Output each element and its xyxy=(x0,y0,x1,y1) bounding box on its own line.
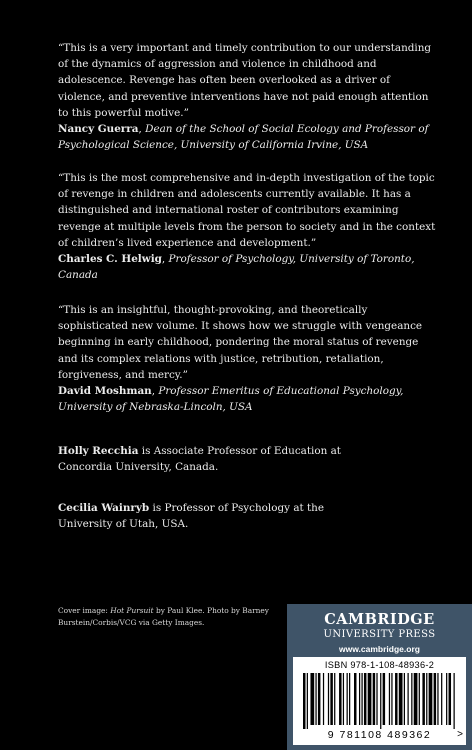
barcode-bar xyxy=(449,673,451,725)
blurb-author-name: Charles C. Helwig xyxy=(58,253,162,266)
barcode-bar xyxy=(318,673,320,725)
barcode-arrow: > xyxy=(457,729,463,740)
bio-name: Cecilia Wainryb xyxy=(58,502,150,514)
barcode-bar xyxy=(395,673,397,725)
barcode-bar xyxy=(376,673,377,725)
barcode-bar xyxy=(359,673,360,725)
barcode-bar xyxy=(404,673,405,725)
barcode-bar xyxy=(411,673,412,725)
blurb-attribution: Nancy Guerra, Dean of the School of Social Ecology and Professor of Psychological Science, University of California Irvine, USA xyxy=(58,123,429,152)
blurb-helwig xyxy=(58,170,438,283)
bio-name: Holly Recchia xyxy=(58,445,139,457)
blurb-quote: “This is the most comprehensive and in-depth investigation of the topic of revenge in children and adolescents currently available. It has a distinguished and international roster of contributors examining revenge at multiple levels from the person to society and in the context of children’s lived experience and development.” xyxy=(58,172,436,249)
isbn-label: ISBN 978-1-108-48936-2 xyxy=(324,660,435,670)
bio-wainryb xyxy=(58,500,358,532)
barcode-bar xyxy=(414,673,418,725)
bio-text: is Associate Professor of Education at Concordia University, Canada. xyxy=(58,445,341,474)
barcode-bar xyxy=(373,673,375,725)
barcode-bar xyxy=(391,673,392,725)
credit-suffix: by Paul Klee. Photo by Barney Burstein/Corbis/VCG via Getty Images. xyxy=(58,606,269,627)
barcode-bar xyxy=(347,673,348,725)
barcode-bar xyxy=(343,673,344,725)
blurb-author-name: David Moshman xyxy=(58,385,152,398)
blurb-moshman xyxy=(58,302,438,415)
barcode-bar xyxy=(399,673,403,725)
barcode-bar xyxy=(437,673,438,725)
blurb-author-title: Professor Emeritus of Educational Psychology, University of Nebraska-Lincoln, USA xyxy=(58,385,404,414)
barcode-bars xyxy=(303,673,456,729)
barcode-bar xyxy=(389,673,390,725)
blurb-author-name: Nancy Guerra xyxy=(58,123,139,136)
barcode-bar xyxy=(334,673,335,725)
barcode-bar xyxy=(364,673,366,725)
publisher-name: CAMBRIDGE xyxy=(324,611,435,628)
barcode-bar xyxy=(323,673,324,725)
barcode-bar xyxy=(434,673,436,725)
publisher-url: www.cambridge.org xyxy=(339,644,420,654)
blurb-quote: “This is an insightful, thought-provoking, and theoretically sophisticated new volume. It shows how we struggle with vengeance beginning in early childhood, pondering the moral status of revenge and its complex relations with justice, retribution, retaliation, forgiveness, and mercy.” xyxy=(58,304,423,381)
barcode-bar xyxy=(407,673,408,725)
bio-recchia xyxy=(58,443,358,475)
barcode-bar xyxy=(307,673,308,729)
barcode-bar xyxy=(446,673,447,725)
credit-artwork-title: Hot Pursuit xyxy=(110,606,154,615)
barcode-number: 9 781108 489362 xyxy=(327,729,432,741)
barcode-bar xyxy=(454,673,455,729)
barcode-bar xyxy=(354,673,356,725)
credit-prefix: Cover image: xyxy=(58,606,111,615)
blurb-author-title: Dean of the School of Social Ecology and Professor of Psychological Science, University of California Irvine, USA xyxy=(58,123,429,152)
barcode-bar xyxy=(310,673,314,725)
barcode-bar xyxy=(339,673,341,725)
barcode-bar xyxy=(426,673,427,725)
isbn-barcode xyxy=(293,657,466,745)
barcode-bar xyxy=(380,673,381,729)
publisher-subtitle: UNIVERSITY PRESS xyxy=(323,629,436,640)
blurb-attribution: David Moshman, Professor Emeritus of Educational Psychology, University of Nebraska-Lincoln, USA xyxy=(58,385,404,414)
cover-image-credit xyxy=(58,605,278,629)
barcode-bar xyxy=(419,673,420,725)
barcode-bar xyxy=(330,673,332,725)
barcode-bar xyxy=(303,673,305,729)
barcode-bar xyxy=(328,673,329,725)
barcode-bar xyxy=(383,673,385,725)
bio-text: is Professor of Psychology at the University of Utah, USA. xyxy=(58,502,325,531)
blurb-guerra xyxy=(58,40,438,153)
barcode-bar xyxy=(441,673,442,725)
blurb-attribution: Charles C. Helwig, Professor of Psychology, University of Toronto, Canada xyxy=(58,253,415,282)
publisher-box xyxy=(287,604,472,750)
blurb-quote: “This is a very important and timely contribution to our understanding of the dynamics of aggression and violence in childhood and adolescence. Revenge has often been overlooked as a driver of violence, and preventive interventions have not paid enough attention to this powerful motive.” xyxy=(58,42,432,119)
barcode-bar xyxy=(368,673,372,725)
blurb-author-title: Professor of Psychology, University of Toronto, Canada xyxy=(58,253,415,282)
barcode-bar xyxy=(361,673,362,725)
barcode-bar xyxy=(422,673,424,725)
barcode-bar xyxy=(349,673,350,725)
barcode-bar xyxy=(315,673,316,725)
barcode-bar xyxy=(429,673,433,725)
